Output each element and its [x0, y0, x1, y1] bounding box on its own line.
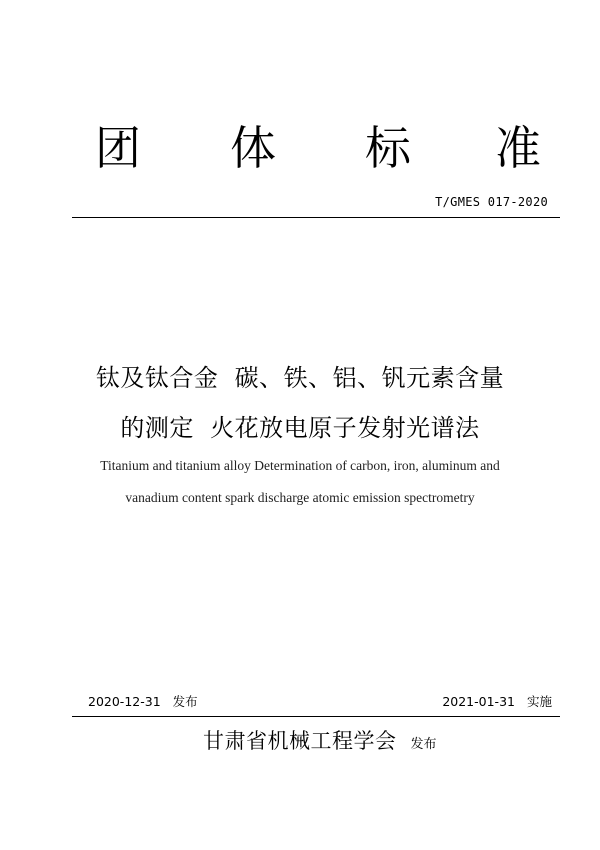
heading-char-1: 团: [95, 121, 141, 175]
publish-date: 2020-12-31: [88, 694, 161, 709]
top-divider: [72, 217, 560, 218]
implement-date: 2021-01-31: [442, 694, 515, 709]
heading-char-2: 体: [230, 121, 276, 175]
heading-char-4: 准: [495, 121, 541, 175]
chinese-title-line-2: 的测定 火花放电原子发射光谱法: [120, 414, 480, 442]
document-type-heading: [75, 118, 555, 178]
publisher-block: [203, 726, 437, 760]
bottom-divider: [72, 716, 560, 717]
chinese-title-line-1: 钛及钛合金 碳、铁、铝、钒元素含量: [95, 364, 505, 392]
publisher-name: 甘肃省机械工程学会: [203, 729, 397, 753]
standard-number: T/GMES 017-2020: [435, 195, 548, 209]
publisher-issue-label: 发布: [410, 737, 437, 752]
implement-date-block: [442, 693, 552, 711]
publish-date-block: [88, 693, 198, 711]
implement-label: 实施: [526, 694, 552, 709]
heading-char-3: 标: [365, 121, 411, 175]
publish-label: 发布: [172, 694, 198, 709]
english-title-line-2: vanadium content spark discharge atomic emission spectrometry: [125, 490, 475, 505]
english-title-line-1: Titanium and titanium alloy Determination of carbon, iron, aluminum and: [100, 458, 500, 473]
